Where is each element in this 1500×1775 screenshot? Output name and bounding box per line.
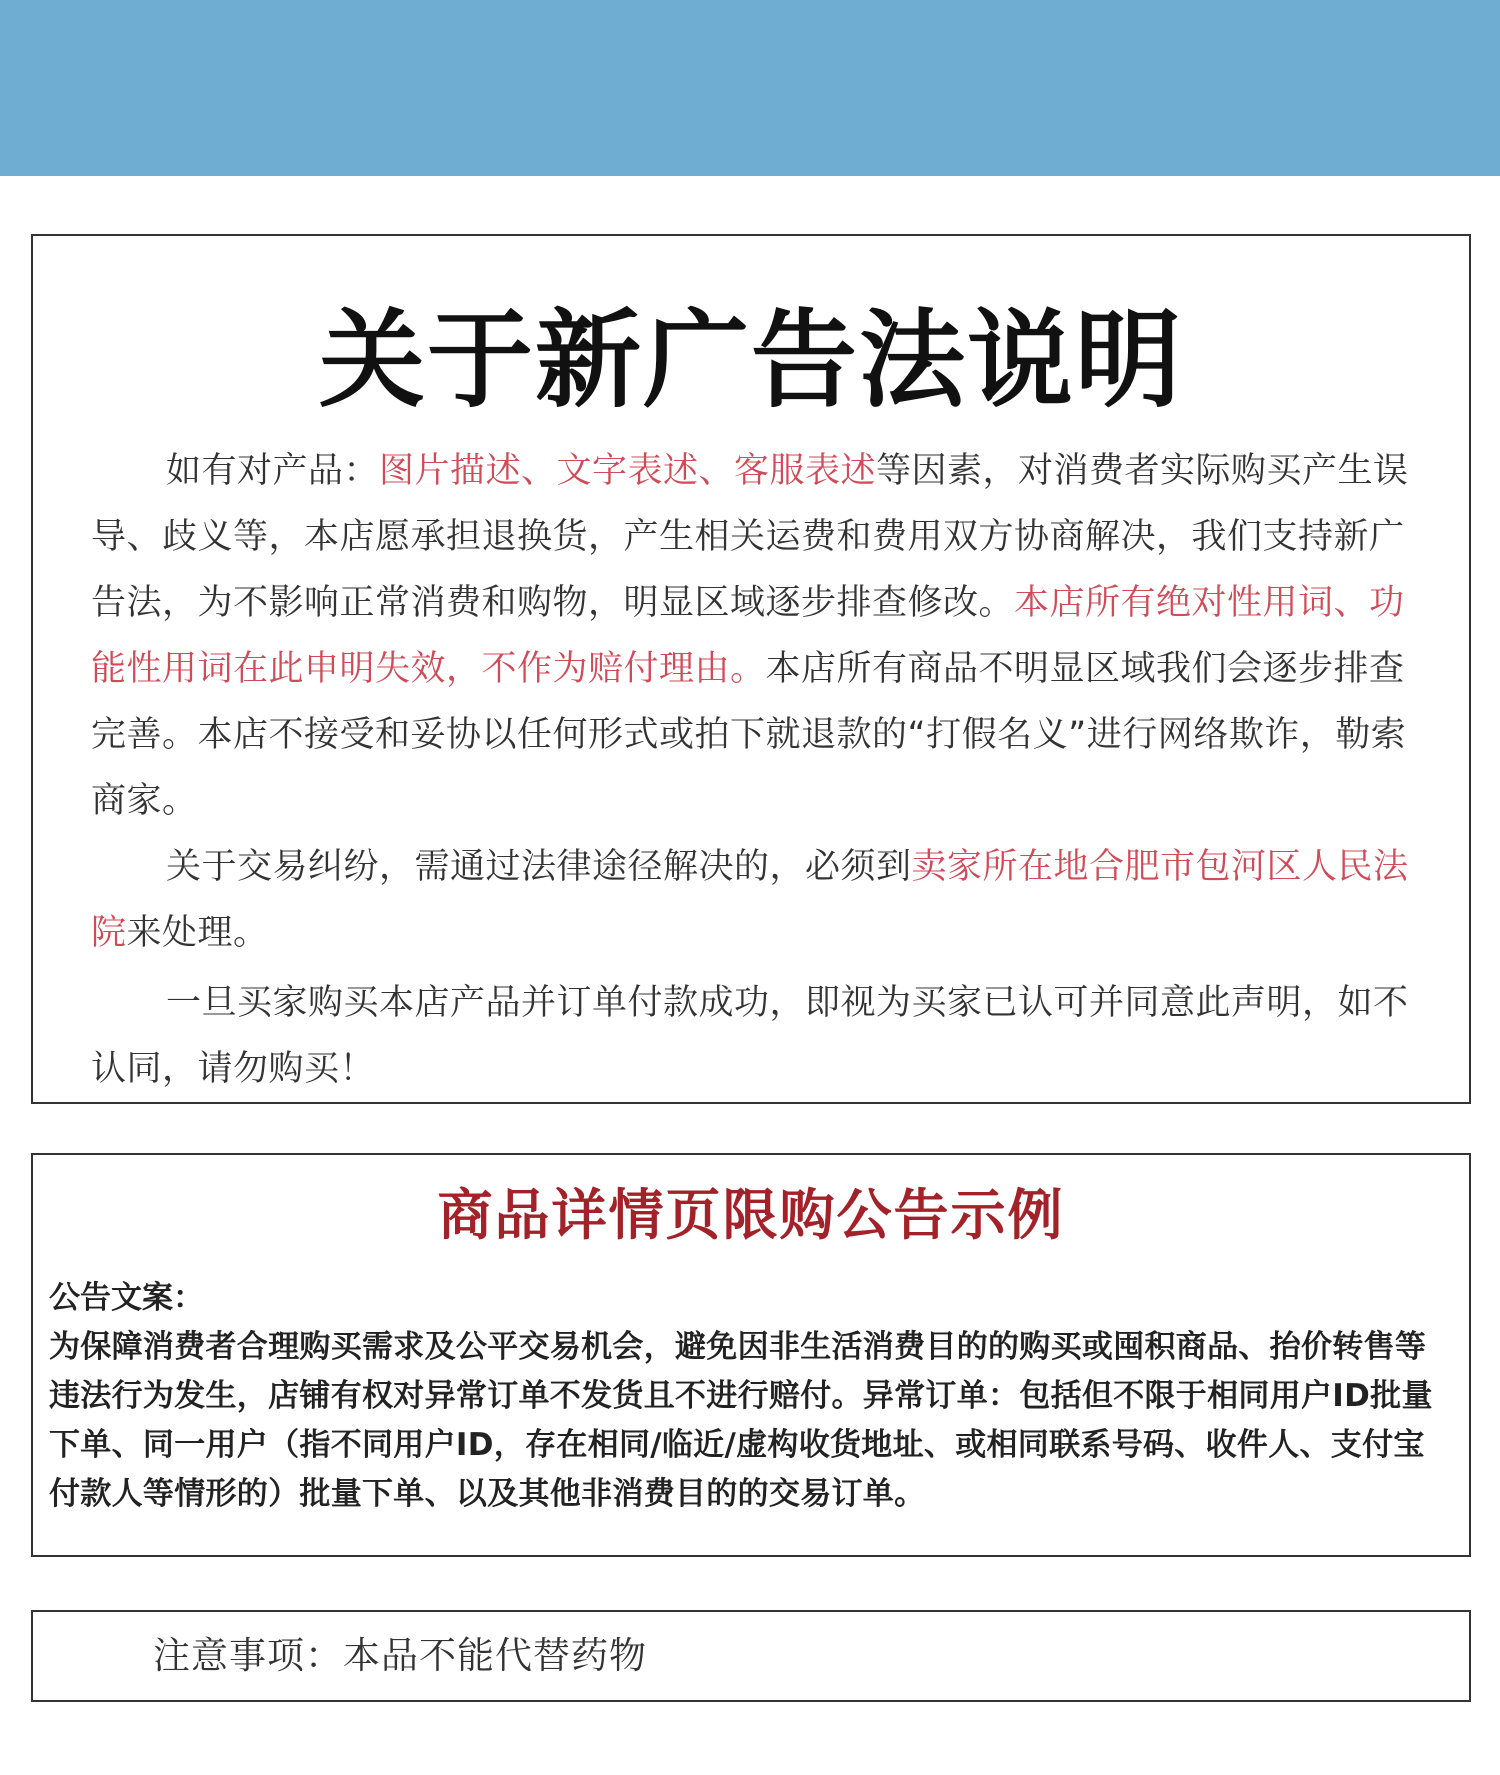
notice-body: 为保障消费者合理购买需求及公平交易机会，避免因非生活消费目的的购买或囤积商品、抬价转售等违法行为发生，店铺有权对异常订单不发货且不进行赔付。异常订单：包括但不限于相同用户ID批量下单、同一用户（指不同用户ID，存在相同/临近/虚构收货地址、或相同联系号码、收件人、支付宝付款人等情形的）批量下单、以及其他非消费目的的交易订单。 (49, 1329, 1433, 1512)
top-banner (0, 0, 1500, 176)
p1-seg-4: 本店所有商品不明显区域我们会逐步排查完善。本店不接受和妥协以任何形式或拍下就退款的“打假名义”进行网络欺诈，勒索商家。 (91, 649, 1407, 821)
purchase-limit-notice-box (31, 1153, 1471, 1557)
purchase-limit-title: 商品详情页限购公告示例 (437, 1183, 1065, 1247)
ad-law-notice-box (31, 234, 1471, 1104)
caution-box (31, 1610, 1471, 1702)
ad-law-paragraph-1 (91, 438, 1411, 834)
p1-seg-0: 如有对产品： (166, 451, 380, 491)
ad-law-paragraph-2 (91, 834, 1411, 966)
p2-seg-1-highlight: 卖家所在地合肥市包河区人民法院 (91, 847, 1409, 953)
p1-seg-3-highlight: 本店所有绝对性用词、功能性用词在此申明失效，不作为赔付理由。 (91, 583, 1405, 689)
p1-seg-2: 等因素，对消费者实际购买产生误导、歧义等，本店愿承担退换货，产生相关运费和费用双方协商解决，我们支持新广告法，为不影响正常消费和购物，明显区域逐步排查修改。 (91, 451, 1409, 623)
p1-seg-1-highlight: 图片描述、文字表述、客服表述 (379, 451, 877, 491)
p2-seg-2: 来处理。 (126, 913, 269, 953)
notice-label: 公告文案： (49, 1280, 204, 1316)
p2-seg-0: 关于交易纠纷，需通过法律途径解决的，必须到 (166, 847, 912, 887)
ad-law-paragraph-3: 一旦买家购买本店产品并订单付款成功，即视为买家已认可并同意此声明，如不认同，请勿购买！ (91, 983, 1409, 1089)
ad-law-title: 关于新广告法说明 (319, 299, 1183, 422)
caution-text: 注意事项：本品不能代替药物 (153, 1634, 647, 1677)
